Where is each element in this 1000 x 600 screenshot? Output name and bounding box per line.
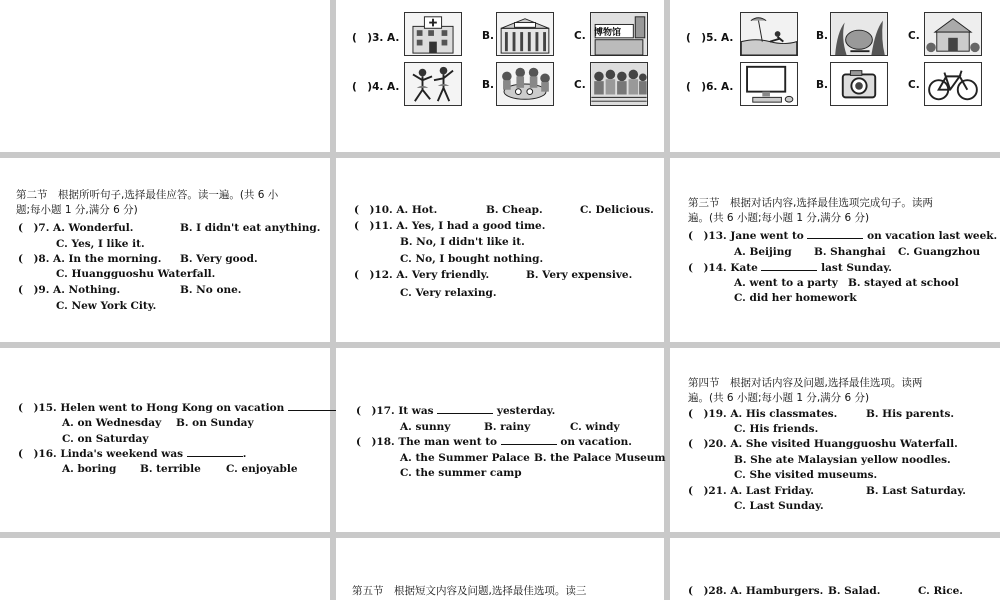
- bank-icon: [497, 13, 553, 55]
- section-2-title-line2: 题;每小题 1 分,满分 6 分): [16, 204, 138, 216]
- q11-option-c: C. No, I bought nothing.: [400, 253, 544, 265]
- q6-number: ( )6. A.: [686, 81, 734, 93]
- panel-r2-left: [0, 158, 330, 342]
- q19-option-c: C. His friends.: [734, 423, 819, 435]
- q28-option-b: B. Salad.: [828, 585, 881, 597]
- panel-r3-mid: [336, 348, 664, 532]
- q5-option-c-label: C.: [908, 30, 920, 42]
- section-5-title: 第五节 根据短文内容及问题,选择最佳选项。读三: [352, 585, 587, 597]
- q7-option-b: B. I didn't eat anything.: [180, 222, 321, 234]
- section-4-title-line1: 第四节 根据对话内容及问题,选择最佳选项。读两: [688, 377, 923, 389]
- q14-stem-post: last Sunday.: [821, 262, 892, 274]
- bicycle-picture: [924, 62, 982, 106]
- jungle-icon: [831, 13, 887, 55]
- panel-r1-right: [670, 0, 1000, 152]
- camera-picture: [830, 62, 888, 106]
- section-3-title-line1: 第三节 根据对话内容,选择最佳选项完成句子。读两: [688, 197, 933, 209]
- q12-option-a: ( )12. A. Very friendly.: [354, 269, 490, 281]
- q7-option-c: C. Yes, I like it.: [56, 238, 145, 250]
- q8-option-c: C. Huangguoshu Waterfall.: [56, 268, 216, 280]
- q13-stem: [688, 230, 997, 242]
- q13-option-a: A. Beijing: [734, 246, 792, 258]
- q3-option-b-label: B.: [482, 30, 494, 42]
- q13-blank: [807, 230, 863, 239]
- q15-stem-pre: ( )15. Helen went to Hong Kong on vacation: [18, 402, 285, 414]
- family-dinner-icon: [497, 63, 553, 105]
- q13-option-c: C. Guangzhou: [898, 246, 981, 258]
- panel-r1-mid: [336, 0, 664, 152]
- q13-option-b: B. Shanghai: [814, 246, 886, 258]
- crowd-picture: [590, 62, 648, 106]
- temple-icon: [925, 13, 981, 55]
- q18-option-c: C. the summer camp: [400, 467, 522, 479]
- hospital-picture: [404, 12, 462, 56]
- q4-option-c-label: C.: [574, 79, 586, 91]
- panel-r3-left: [0, 348, 330, 532]
- q9-option-a: ( )9. A. Nothing.: [18, 284, 121, 296]
- q17-stem: [356, 405, 555, 417]
- q18-stem-post: on vacation.: [560, 436, 632, 448]
- computer-icon: [741, 63, 797, 105]
- q3-number: ( )3. A.: [352, 32, 400, 44]
- panel-r2-right: [670, 158, 1000, 342]
- q18-option-a: A. the Summer Palace: [400, 452, 530, 464]
- bank-picture: [496, 12, 554, 56]
- jungle-picture: [830, 12, 888, 56]
- section-3-title: [688, 196, 933, 226]
- q6-option-b-label: B.: [816, 79, 828, 91]
- q18-blank: [501, 436, 557, 445]
- q10-option-a: ( )10. A. Hot.: [354, 204, 438, 216]
- q18-option-b: B. the Palace Museum: [534, 452, 666, 464]
- q16-stem-post: .: [242, 448, 247, 460]
- q21-option-c: C. Last Sunday.: [734, 500, 824, 512]
- section-4-title: [688, 376, 922, 406]
- q17-stem-pre: ( )17. It was: [356, 405, 434, 417]
- q4-option-b-label: B.: [482, 79, 494, 91]
- q10-option-b: B. Cheap.: [486, 204, 543, 216]
- q14-option-b: B. stayed at school: [848, 277, 959, 289]
- q5-option-b-label: B.: [816, 30, 828, 42]
- q16-stem-pre: ( )16. Linda's weekend was: [18, 448, 184, 460]
- temple-picture: [924, 12, 982, 56]
- q21-option-b: B. Last Saturday.: [866, 485, 966, 497]
- q10-option-c: C. Delicious.: [580, 204, 654, 216]
- q16-option-c: C. enjoyable: [226, 463, 298, 475]
- q21-option-a: ( )21. A. Last Friday.: [688, 485, 814, 497]
- panel-r3-right: [670, 348, 1000, 532]
- q9-option-b: B. No one.: [180, 284, 242, 296]
- section-4-title-line2: 遍。(共 6 小题;每小题 1 分,满分 6 分): [688, 392, 870, 404]
- q12-option-c: C. Very relaxing.: [400, 287, 497, 299]
- crowd-icon: [591, 63, 647, 105]
- q8-option-a: ( )8. A. In the morning.: [18, 253, 162, 265]
- panel-r4-mid: [336, 538, 664, 600]
- q19-option-b: B. His parents.: [866, 408, 955, 420]
- q15-option-c: C. on Saturday: [62, 433, 149, 445]
- beach-picture: [740, 12, 798, 56]
- q17-option-c: C. windy: [570, 421, 620, 433]
- q14-blank: [761, 262, 817, 271]
- q18-stem-pre: ( )18. The man went to: [356, 436, 498, 448]
- section-2-title-line1: 第二节 根据所听句子,选择最佳应答。读一遍。(共 6 小: [16, 189, 279, 201]
- q17-blank: [437, 405, 493, 414]
- q20-option-b: B. She ate Malaysian yellow noodles.: [734, 454, 951, 466]
- section-2-title: [16, 188, 278, 218]
- q6-option-c-label: C.: [908, 79, 920, 91]
- q5-number: ( )5. A.: [686, 32, 734, 44]
- bicycle-icon: [925, 63, 981, 105]
- computer-picture: [740, 62, 798, 106]
- q17-option-a: A. sunny: [400, 421, 451, 433]
- camera-icon: [831, 63, 887, 105]
- dancers-icon: [405, 63, 461, 105]
- q13-stem-pre: ( )13. Jane went to: [688, 230, 804, 242]
- q4-number: ( )4. A.: [352, 81, 400, 93]
- q15-option-a: A. on Wednesday: [62, 417, 162, 429]
- q13-stem-post: on vacation last week.: [867, 230, 998, 242]
- q16-blank: [187, 448, 243, 457]
- q20-option-a: ( )20. A. She visited Huangguoshu Waterfall.: [688, 438, 958, 450]
- q14-stem: [688, 262, 892, 274]
- dancers-picture: [404, 62, 462, 106]
- q17-option-b: B. rainy: [484, 421, 531, 433]
- panel-r4-left: [0, 538, 330, 600]
- q14-option-a: A. went to a party: [734, 277, 838, 289]
- panel-r2-mid: [336, 158, 664, 342]
- q16-stem: [18, 448, 246, 460]
- q14-stem-pre: ( )14. Kate: [688, 262, 758, 274]
- q18-stem: [356, 436, 632, 448]
- q16-option-a: A. boring: [62, 463, 117, 475]
- hospital-icon: [405, 13, 461, 55]
- panel-r1-left: [0, 0, 330, 152]
- q19-option-a: ( )19. A. His classmates.: [688, 408, 838, 420]
- q8-option-b: B. Very good.: [180, 253, 258, 265]
- family-dinner-picture: [496, 62, 554, 106]
- q3-option-c-label: C.: [574, 30, 586, 42]
- q20-option-c: C. She visited museums.: [734, 469, 878, 481]
- section-3-title-line2: 遍。(共 6 小题;每小题 1 分,满分 6 分): [688, 212, 870, 224]
- q12-option-b: B. Very expensive.: [526, 269, 633, 281]
- q16-option-b: B. terrible: [140, 463, 201, 475]
- museum-sign: 博物馆: [594, 28, 622, 38]
- q15-option-b: B. on Sunday: [176, 417, 254, 429]
- q11-option-b: B. No, I didn't like it.: [400, 236, 525, 248]
- q28-option-c: C. Rice.: [918, 585, 963, 597]
- q15-stem: [18, 402, 348, 414]
- q14-option-c: C. did her homework: [734, 292, 857, 304]
- panel-r4-right: [670, 538, 1000, 600]
- q28-option-a: ( )28. A. Hamburgers.: [688, 585, 824, 597]
- q7-option-a: ( )7. A. Wonderful.: [18, 222, 134, 234]
- beach-icon: [741, 13, 797, 55]
- q11-option-a: ( )11. A. Yes, I had a good time.: [354, 220, 546, 232]
- q9-option-c: C. New York City.: [56, 300, 157, 312]
- q17-stem-post: yesterday.: [496, 405, 556, 417]
